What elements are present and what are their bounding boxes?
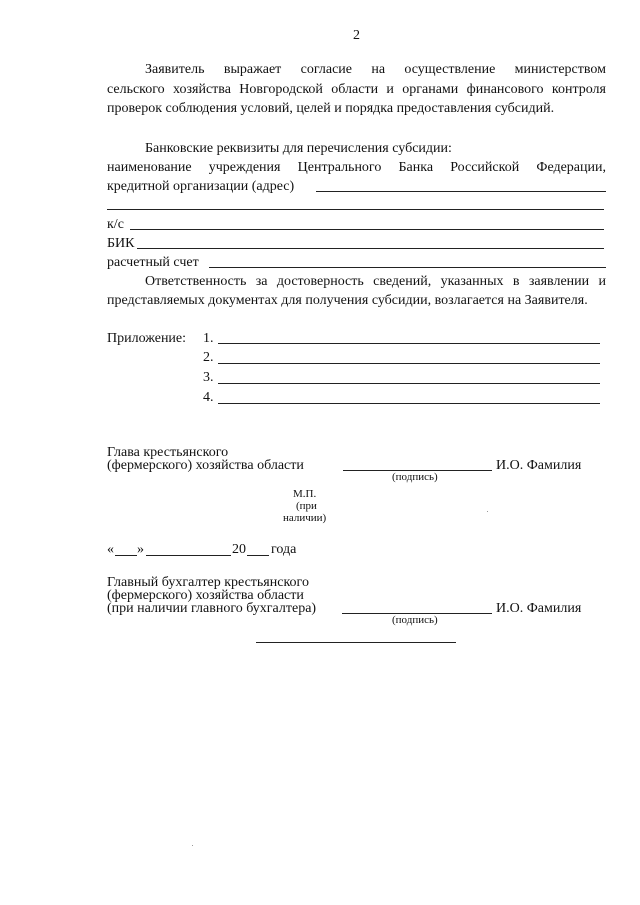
- date-year-suffix: года: [271, 542, 297, 557]
- accountant-name: И.О. Фамилия: [496, 601, 582, 616]
- bank-address-field-continued[interactable]: [107, 209, 604, 210]
- accountant-title-line-2: (фермерского) хозяйства области: [107, 588, 304, 603]
- attachment-number-3: 3.: [203, 370, 214, 385]
- consent-line-3: проверок соблюдения условий, целей и порядка предоставления субсидий.: [107, 101, 555, 116]
- attachment-field-1[interactable]: [218, 343, 600, 344]
- stamp-line-3: наличии): [283, 512, 327, 524]
- bank-institution-line-2: кредитной организации (адрес): [107, 179, 295, 194]
- stamp-line-1: М.П.: [293, 488, 317, 500]
- attachments-label: Приложение:: [107, 331, 187, 346]
- head-title-line-2: (фермерского) хозяйства области: [107, 458, 304, 473]
- head-title-line-1: Глава крестьянского: [107, 445, 229, 460]
- attachment-field-3[interactable]: [218, 383, 600, 384]
- bank-institution-line-1: наименование учреждения Центрального Банка Российской Федерации,: [107, 160, 606, 175]
- accountant-title-line-3: (при наличии главного бухгалтера): [107, 601, 317, 616]
- ks-field[interactable]: [130, 229, 604, 230]
- bik-label: БИК: [107, 236, 135, 251]
- bik-field[interactable]: [137, 248, 604, 249]
- bank-details-heading: Банковские реквизиты для перечисления субсидии:: [145, 141, 452, 156]
- scan-speck: [192, 845, 193, 846]
- attachment-number-1: 1.: [203, 331, 214, 346]
- scan-speck: [487, 511, 488, 512]
- account-field[interactable]: [209, 267, 606, 268]
- date-year-field[interactable]: [247, 555, 269, 556]
- consent-line-2: сельского хозяйства Новгородской области и органами финансового контроля: [107, 82, 606, 97]
- responsibility-line-2: представляемых документах для получения субсидии, возлагается на Заявителя.: [107, 293, 588, 308]
- attachment-field-4[interactable]: [218, 403, 600, 404]
- responsibility-line-1: Ответственность за достоверность сведений, указанных в заявлении и: [145, 274, 606, 289]
- date-month-field[interactable]: [146, 555, 231, 556]
- page-number: 2: [353, 28, 360, 43]
- account-label: расчетный счет: [107, 255, 199, 270]
- date-day-field[interactable]: [115, 555, 137, 556]
- date-year-prefix: 20: [232, 542, 246, 557]
- head-name: И.О. Фамилия: [496, 458, 582, 473]
- date-open-quote: «: [107, 542, 114, 557]
- attachment-number-4: 4.: [203, 390, 214, 405]
- accountant-title-line-1: Главный бухгалтер крестьянского: [107, 575, 309, 590]
- head-signature-caption: (подпись): [392, 471, 438, 483]
- date-close-quote: »: [137, 542, 144, 557]
- consent-line-1: Заявитель выражает согласие на осуществление министерством: [145, 62, 606, 77]
- stamp-line-2: (при: [296, 500, 317, 512]
- accountant-signature-caption: (подпись): [392, 614, 438, 626]
- closing-separator: [256, 642, 456, 643]
- attachment-field-2[interactable]: [218, 363, 600, 364]
- bank-address-field[interactable]: [316, 191, 606, 192]
- attachment-number-2: 2.: [203, 350, 214, 365]
- ks-label: к/с: [107, 217, 124, 232]
